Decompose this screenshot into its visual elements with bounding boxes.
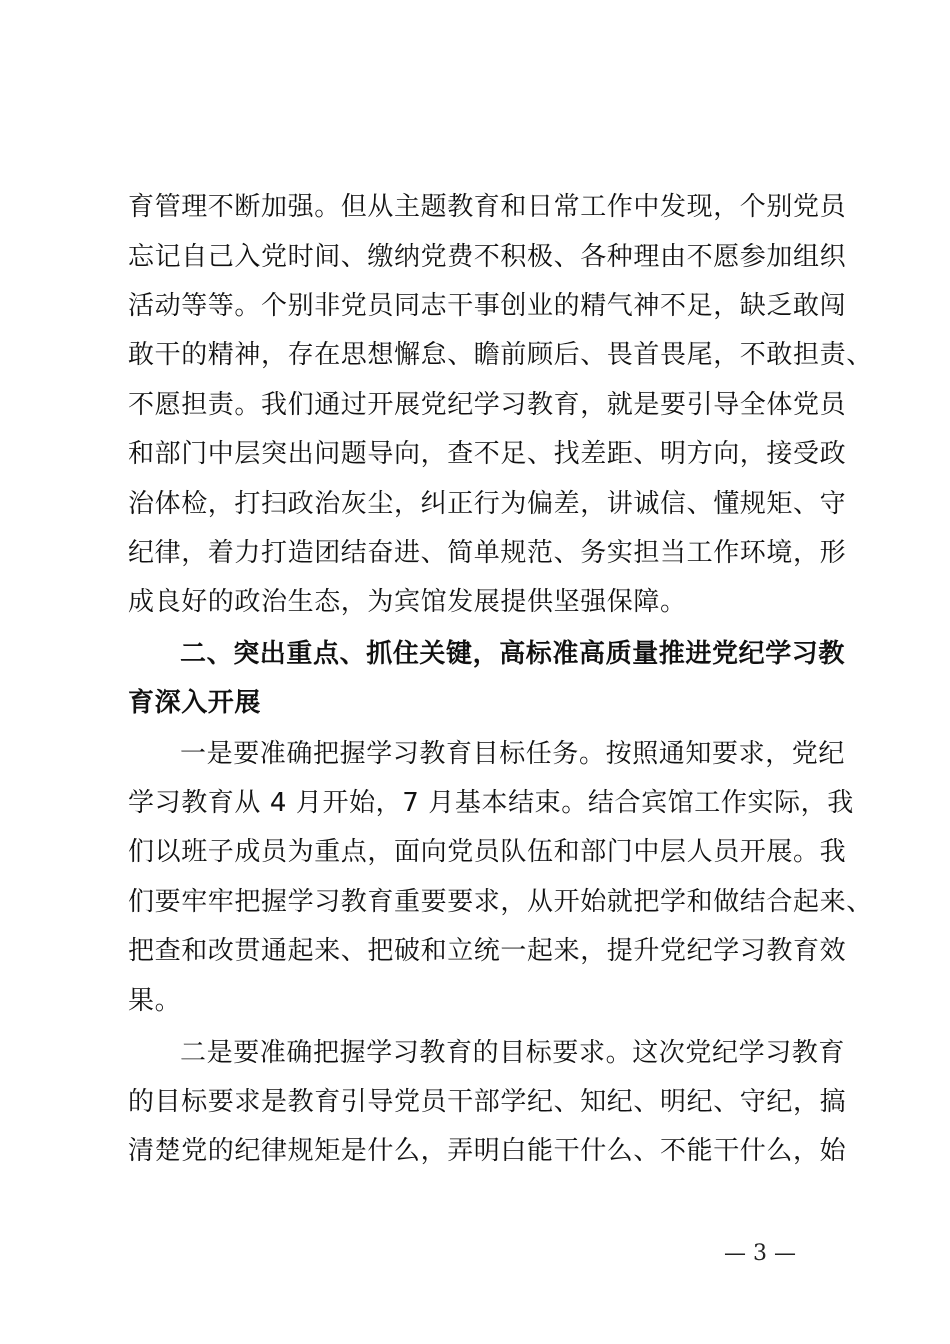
body-text-line: 活动等等。个别非党员同志干事创业的精气神不足，缺乏敢闯: [128, 291, 847, 321]
page-number: — 3 —: [724, 1241, 796, 1266]
body-text-line: 育管理不断加强。但从主题教育和日常工作中发现，个别党员: [128, 192, 847, 222]
body-text-line: 治体检，打扫政治灰尘，纠正行为偏差，讲诚信、懂规矩、守: [128, 489, 847, 519]
body-text-line: 成良好的政治生态，为宾馆发展提供坚强保障。: [128, 587, 687, 617]
body-text-line: 把查和改贯通起来、把破和立统一起来，提升党纪学习教育效: [128, 936, 847, 966]
body-text-line: 敢干的精神，存在思想懈怠、瞻前顾后、畏首畏尾，不敢担责、: [128, 340, 873, 370]
section-heading: 育深入开展: [128, 688, 262, 718]
body-text-line: 纪律，着力打造团结奋进、简单规范、务实担当工作环境，形: [128, 538, 847, 568]
body-text-line: 果。: [128, 986, 182, 1016]
body-text-line: 忘记自己入党时间、缴纳党费不积极、各种理由不愿参加组织: [128, 242, 847, 272]
section-heading: 二、突出重点、抓住关键，高标准高质量推进党纪学习教: [180, 639, 846, 669]
body-text-line: 的目标要求是教育引导党员干部学纪、知纪、明纪、守纪，搞: [128, 1087, 847, 1117]
body-text-line: 学习教育从 4 月开始，7 月基本结束。结合宾馆工作实际，我: [128, 788, 854, 818]
body-text-line: 们要牢牢把握学习教育重要要求，从开始就把学和做结合起来、: [128, 887, 873, 917]
body-text-line: 和部门中层突出问题导向，查不足、找差距、明方向，接受政: [128, 439, 847, 469]
body-text-line: 们以班子成员为重点，面向党员队伍和部门中层人员开展。我: [128, 837, 847, 867]
body-text-line: 二是要准确把握学习教育的目标要求。这次党纪学习教育: [180, 1038, 846, 1068]
body-text-line: 不愿担责。我们通过开展党纪学习教育，就是要引导全体党员: [128, 390, 847, 420]
body-text-line: 一是要准确把握学习教育目标任务。按照通知要求，党纪: [180, 739, 846, 769]
body-text-line: 清楚党的纪律规矩是什么，弄明白能干什么、不能干什么，始: [128, 1136, 847, 1166]
